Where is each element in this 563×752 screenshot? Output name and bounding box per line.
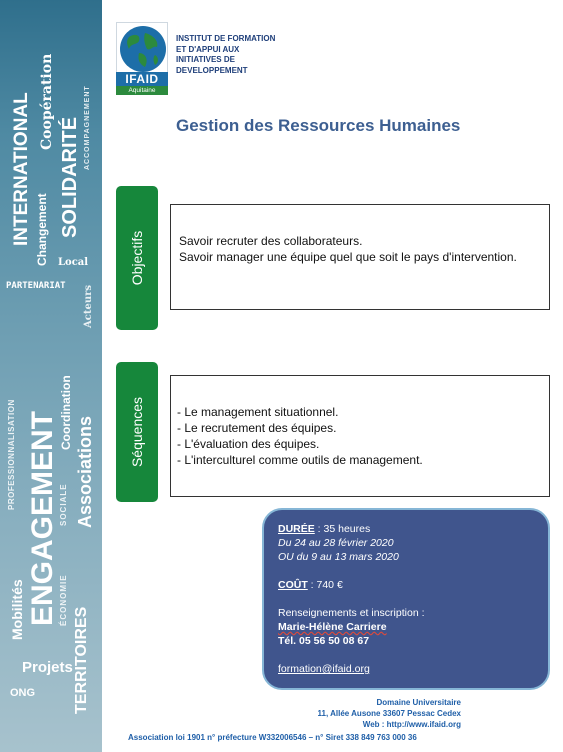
word-ong: ONG	[10, 687, 36, 699]
dates-line-1: Du 24 au 28 février 2020	[278, 537, 394, 549]
word-acteurs: Acteurs	[83, 285, 94, 328]
sequences-label: Séquences	[129, 396, 145, 468]
contact-name-text: Marie-Hélène Carriere	[278, 621, 387, 633]
word-sociale: SOCIALE	[59, 483, 68, 526]
org-name-line: INSTITUT DE FORMATION	[176, 34, 276, 43]
sequences-box	[170, 375, 550, 497]
logo-region: Aquitaine	[116, 86, 168, 95]
sequence-item: - Le management situationnel.	[177, 405, 339, 419]
org-name-line: INITIATIVES DE	[176, 55, 235, 64]
word-associations: Associations	[75, 415, 95, 528]
contact-name	[278, 620, 534, 634]
objectif-line: Savoir recruter des collaborateurs.	[179, 234, 363, 248]
sequences-tab	[116, 362, 158, 502]
cout-label: COÛT	[278, 579, 308, 591]
footer-address	[318, 697, 462, 730]
footer-web-link[interactable]: Web : http://www.ifaid.org	[362, 720, 461, 729]
footer-legal: Association loi 1901 n° préfecture W332006546 – n° Siret 338 849 763 000 36	[128, 733, 417, 742]
word-international: INTERNATIONAL	[11, 92, 32, 246]
spacer	[278, 592, 534, 606]
word-projets: Projets	[22, 659, 73, 676]
contact-email-link[interactable]: formation@ifaid.org	[278, 663, 370, 675]
word-accompagnement: ACCOMPAGNEMENT	[84, 85, 91, 170]
org-name-line: ET D'APPUI AUX	[176, 44, 240, 54]
decorative-word-cloud	[0, 0, 102, 752]
duree-row	[278, 522, 534, 536]
dates-line-2: OU du 9 au 13 mars 2020	[278, 551, 399, 563]
contact-heading: Renseignements et inscription :	[278, 607, 425, 619]
objectifs-label: Objectifs	[129, 230, 145, 286]
word-solidarite: SOLIDARITÉ	[59, 116, 81, 238]
word-coordination: Coordination	[59, 375, 73, 450]
word-cooperation: Coopération	[39, 53, 55, 150]
word-engagement: ENGAGEMENT	[26, 410, 59, 626]
page-title: Gestion des Ressources Humaines	[176, 116, 461, 135]
sequence-item: - L'interculturel comme outils de management.	[177, 453, 423, 467]
sequence-item: - L'évaluation des équipes.	[177, 437, 320, 451]
duree-value: : 35 heures	[314, 523, 371, 535]
logo-wordmark: IFAID	[116, 72, 168, 86]
objectif-line: Savoir manager une équipe quel que soit le pays d'intervention.	[179, 250, 517, 264]
word-local: Local	[58, 257, 89, 268]
spacer	[278, 564, 534, 578]
spacer	[278, 648, 534, 662]
duree-label: DURÉE	[278, 523, 315, 535]
word-mobilites: Mobilités	[9, 579, 25, 640]
footer-line: Domaine Universitaire	[376, 698, 461, 707]
word-partenariat: PARTENARIAT	[6, 281, 66, 291]
info-panel	[262, 508, 550, 690]
word-professionnalisation: PROFESSIONNALISATION	[7, 399, 16, 510]
word-economie: ÉCONOMIE	[59, 574, 68, 626]
cout-row	[278, 578, 534, 592]
contact-phone: Tél. 05 56 50 08 67	[278, 635, 370, 647]
objectifs-tab	[116, 186, 158, 330]
objectifs-box	[170, 204, 550, 310]
ifaid-logo	[116, 22, 168, 94]
org-name-line: DEVELOPPEMENT	[176, 65, 248, 75]
footer-line: 11, Allée Ausone 33607 Pessac Cedex	[317, 709, 461, 718]
cout-value: : 740 €	[307, 579, 343, 591]
word-changement: Changement	[35, 193, 49, 266]
globe-icon	[116, 22, 168, 74]
organization-name	[176, 34, 306, 76]
sequence-item: - Le recrutement des équipes.	[177, 421, 337, 435]
word-territoires: TERRITOIRES	[73, 606, 90, 714]
